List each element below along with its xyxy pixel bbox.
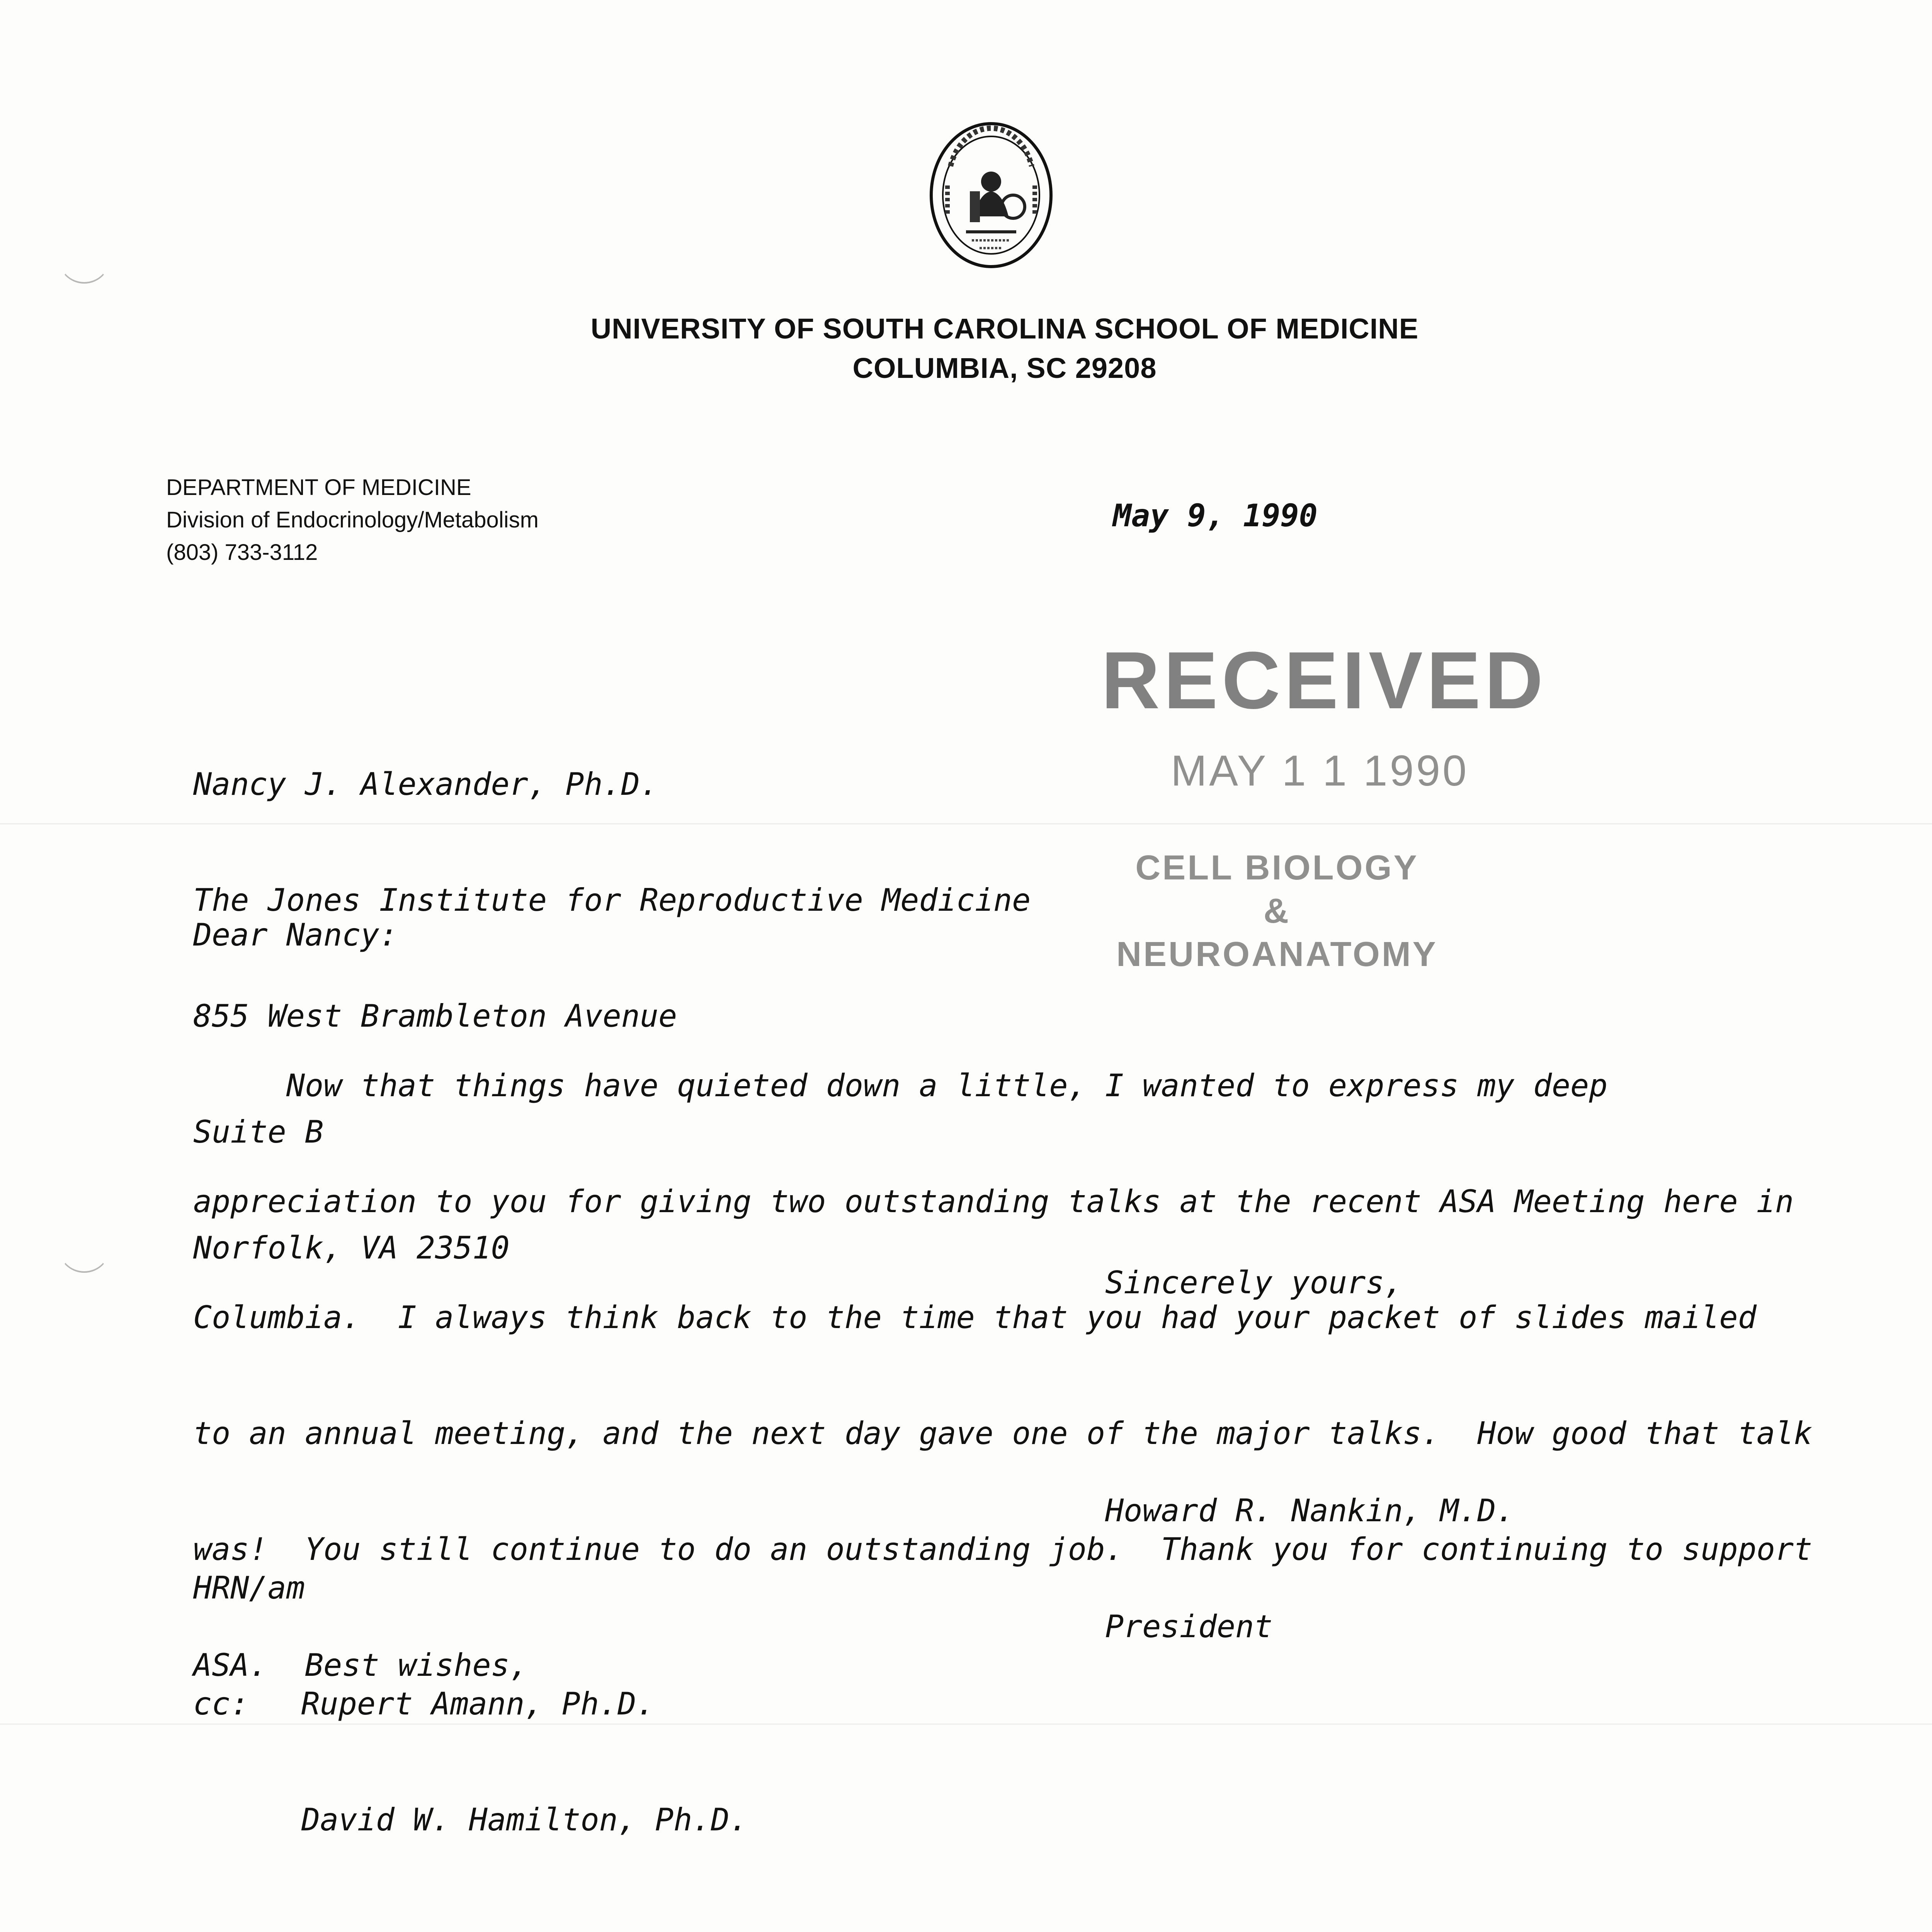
- punch-hole: [58, 1236, 111, 1273]
- cc-recipient: Rupert Amann, Ph.D.: [301, 1686, 655, 1722]
- institution-city: COLUMBIA, SC 29208: [852, 352, 1157, 384]
- body-line: Now that things have quieted down a little, I wanted to express my deep: [193, 1068, 1608, 1104]
- stamp-department-line: & NEUROANATOMY: [1116, 892, 1438, 974]
- cc-recipient: David W. Hamilton, Ph.D.: [301, 1802, 748, 1838]
- reference-block: [193, 1492, 748, 1917]
- recipient-suite: Suite B: [193, 1114, 324, 1150]
- body-line: was! You still continue to do an outstanding job. Thank you for continuing to support: [193, 1531, 1813, 1567]
- salutation: Dear Nancy:: [193, 917, 398, 953]
- university-seal: [927, 120, 1055, 270]
- signature-block: [1105, 1414, 1515, 1723]
- recipient-name: Nancy J. Alexander, Ph.D.: [193, 766, 659, 802]
- recipient-city: Norfolk, VA 23510: [193, 1230, 510, 1266]
- punch-hole: [58, 247, 111, 284]
- letter-date: May 9, 1990: [1113, 498, 1318, 534]
- recipient-street: 855 West Brambleton Avenue: [193, 998, 677, 1034]
- letterhead: [502, 309, 1507, 388]
- department-division: Division of Endocrinology/Metabolism: [166, 507, 539, 532]
- received-stamp-department: [1097, 846, 1457, 976]
- closing: Sincerely yours,: [1105, 1265, 1403, 1301]
- recipient-institution: The Jones Institute for Reproductive Medicine: [193, 882, 1031, 918]
- reference-initials: HRN/am: [193, 1570, 305, 1606]
- department-name: DEPARTMENT OF MEDICINE: [166, 475, 471, 500]
- institution-name: UNIVERSITY OF SOUTH CAROLINA SCHOOL OF MEDICINE: [590, 313, 1419, 345]
- received-stamp-date: MAY 1 1 1990: [1171, 747, 1469, 795]
- department-block: [166, 471, 784, 569]
- body-line: Columbia. I always think back to the time that you had your packet of slides mailed: [193, 1299, 1757, 1335]
- body-line: appreciation to you for giving two outstanding talks at the recent ASA Meeting here in: [193, 1184, 1794, 1219]
- signer-title: President: [1105, 1609, 1273, 1645]
- cc-label: cc:: [193, 1686, 249, 1722]
- signer-name: Howard R. Nankin, M.D.: [1105, 1493, 1515, 1529]
- received-stamp: RECEIVED: [1101, 635, 1547, 726]
- department-phone: (803) 733-3112: [166, 540, 318, 565]
- cc-line: [193, 1685, 748, 1723]
- body-line: ASA. Best wishes,: [193, 1647, 528, 1683]
- stamp-department-line: CELL BIOLOGY: [1135, 849, 1419, 887]
- body-line: to an annual meeting, and the next day gave one of the major talks. How good that talk: [193, 1415, 1813, 1451]
